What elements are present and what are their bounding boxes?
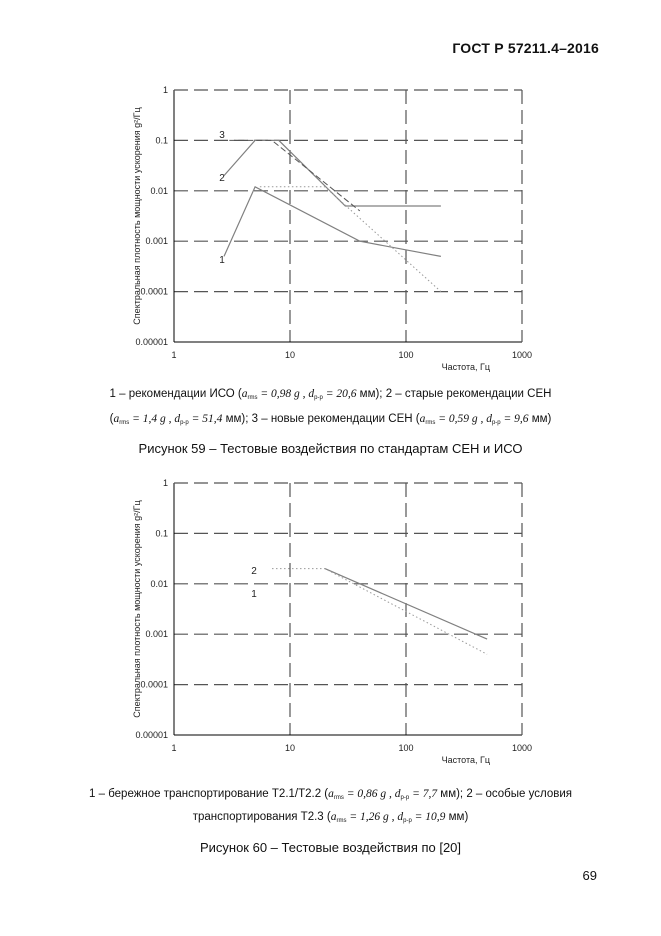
legend-text: мм); 2 – старые рекомендации СЕН [356, 388, 552, 400]
legend-subscript: p-p [400, 795, 410, 801]
y-tick-label: 0.0001 [140, 286, 168, 297]
y-tick-label: 0.0001 [140, 679, 168, 690]
legend-symbol: a [113, 413, 120, 425]
y-tick-label: 0.00001 [135, 337, 168, 347]
y-tick-label: 0.00001 [135, 730, 168, 740]
x-tick-label: 1000 [511, 350, 533, 360]
legend-value: = 1,4 g , [129, 413, 175, 425]
legend-value: = 0,59 g , [435, 413, 487, 425]
y-tick-label: 1 [162, 85, 168, 95]
legend-subscript: rms [119, 420, 130, 426]
legend-value: = 10,9 [411, 811, 446, 823]
x-axis-label: Частота, Гц [441, 362, 490, 372]
legend-symbol: a [241, 388, 248, 400]
figure-60-legend-line-2 [0, 811, 661, 824]
x-tick-label: 1 [171, 743, 177, 753]
series-number-label: 2 [251, 566, 257, 577]
legend-text: 1 – бережное транспортирование Т2.1/Т2.2 ( [89, 788, 329, 800]
y-axis-label: Спектральная плотность мощности ускорения g²/Гц [132, 107, 142, 325]
legend-text: мм) [528, 413, 552, 425]
legend-symbol: a [330, 811, 337, 823]
x-tick-label: 10 [284, 743, 296, 753]
y-tick-label: 0.001 [145, 236, 168, 247]
legend-subscript: rms [333, 795, 344, 801]
legend-symbol: d [394, 788, 401, 800]
legend-subscript: p-p [403, 818, 412, 824]
y-tick-label: 0.01 [150, 185, 168, 196]
legend-value: = 20,6 [322, 388, 357, 400]
page-number: 69 [582, 868, 597, 883]
series-number-label: 1 [219, 255, 225, 266]
y-tick-label: 0.01 [150, 578, 168, 589]
x-tick-label: 100 [398, 350, 414, 360]
series-line-2 [224, 140, 441, 206]
legend-text: транспортирования Т2.3 ( [192, 811, 331, 823]
x-tick-label: 100 [398, 743, 414, 753]
figure-59-legend-line-1 [0, 388, 661, 401]
legend-value: = 1,26 g , [346, 811, 398, 823]
legend-value: = 51,4 [188, 413, 223, 425]
legend-text: ( [109, 413, 114, 425]
y-tick-label: 0.1 [155, 528, 168, 539]
series-line-1 [224, 187, 441, 257]
legend-symbol: a [419, 413, 426, 425]
legend-symbol: a [328, 788, 334, 800]
legend-text: 1 – рекомендации ИСО ( [109, 388, 242, 400]
legend-symbol: d [308, 388, 315, 400]
legend-text: мм); 2 – особые условия [437, 788, 572, 800]
legend-value: = 0,98 g , [257, 388, 309, 400]
figure-59-chart [0, 80, 661, 380]
legend-value: = 7,7 [409, 788, 438, 800]
y-tick-label: 1 [162, 478, 168, 488]
legend-subscript: p-p [314, 395, 323, 401]
legend-symbol: d [174, 413, 181, 425]
legend-symbol: d [397, 811, 404, 823]
series-line-unnamed-3 [260, 187, 441, 292]
legend-text: мм) [445, 811, 469, 823]
series-line-2 [272, 569, 487, 655]
legend-value: = 9,6 [500, 413, 529, 425]
series-number-label: 2 [219, 173, 225, 184]
figure-60-legend-line-1 [0, 788, 661, 801]
x-tick-label: 10 [284, 350, 296, 360]
series-number-label: 3 [219, 130, 225, 141]
figure-60-chart [0, 473, 661, 773]
x-tick-label: 1 [171, 350, 177, 360]
legend-subscript: p-p [180, 420, 189, 426]
figure-59-legend-line-2 [0, 413, 661, 426]
figure-59-caption: Рисунок 59 – Тестовые воздействия по стандартам СЕН и ИСО [138, 441, 523, 456]
x-axis-label: Частота, Гц [441, 755, 490, 765]
legend-subscript: p-p [491, 420, 501, 426]
legend-text: мм); 3 – новые рекомендации СЕН ( [222, 413, 420, 425]
legend-subscript: rms [425, 420, 436, 426]
y-axis-label: Спектральная плотность мощности ускорения g²/Гц [132, 500, 142, 718]
legend-value: = 0,86 g , [343, 788, 395, 800]
document-header: ГОСТ Р 57211.4–2016 [452, 40, 599, 56]
series-number-label: 1 [251, 589, 257, 600]
x-tick-label: 1000 [511, 743, 533, 753]
legend-subscript: rms [336, 818, 347, 824]
figure-60-caption: Рисунок 60 – Тестовые воздействия по [20] [199, 840, 462, 855]
y-tick-label: 0.001 [145, 629, 168, 640]
legend-subscript: rms [247, 395, 258, 401]
legend-symbol: d [486, 413, 492, 425]
y-tick-label: 0.1 [155, 135, 168, 146]
